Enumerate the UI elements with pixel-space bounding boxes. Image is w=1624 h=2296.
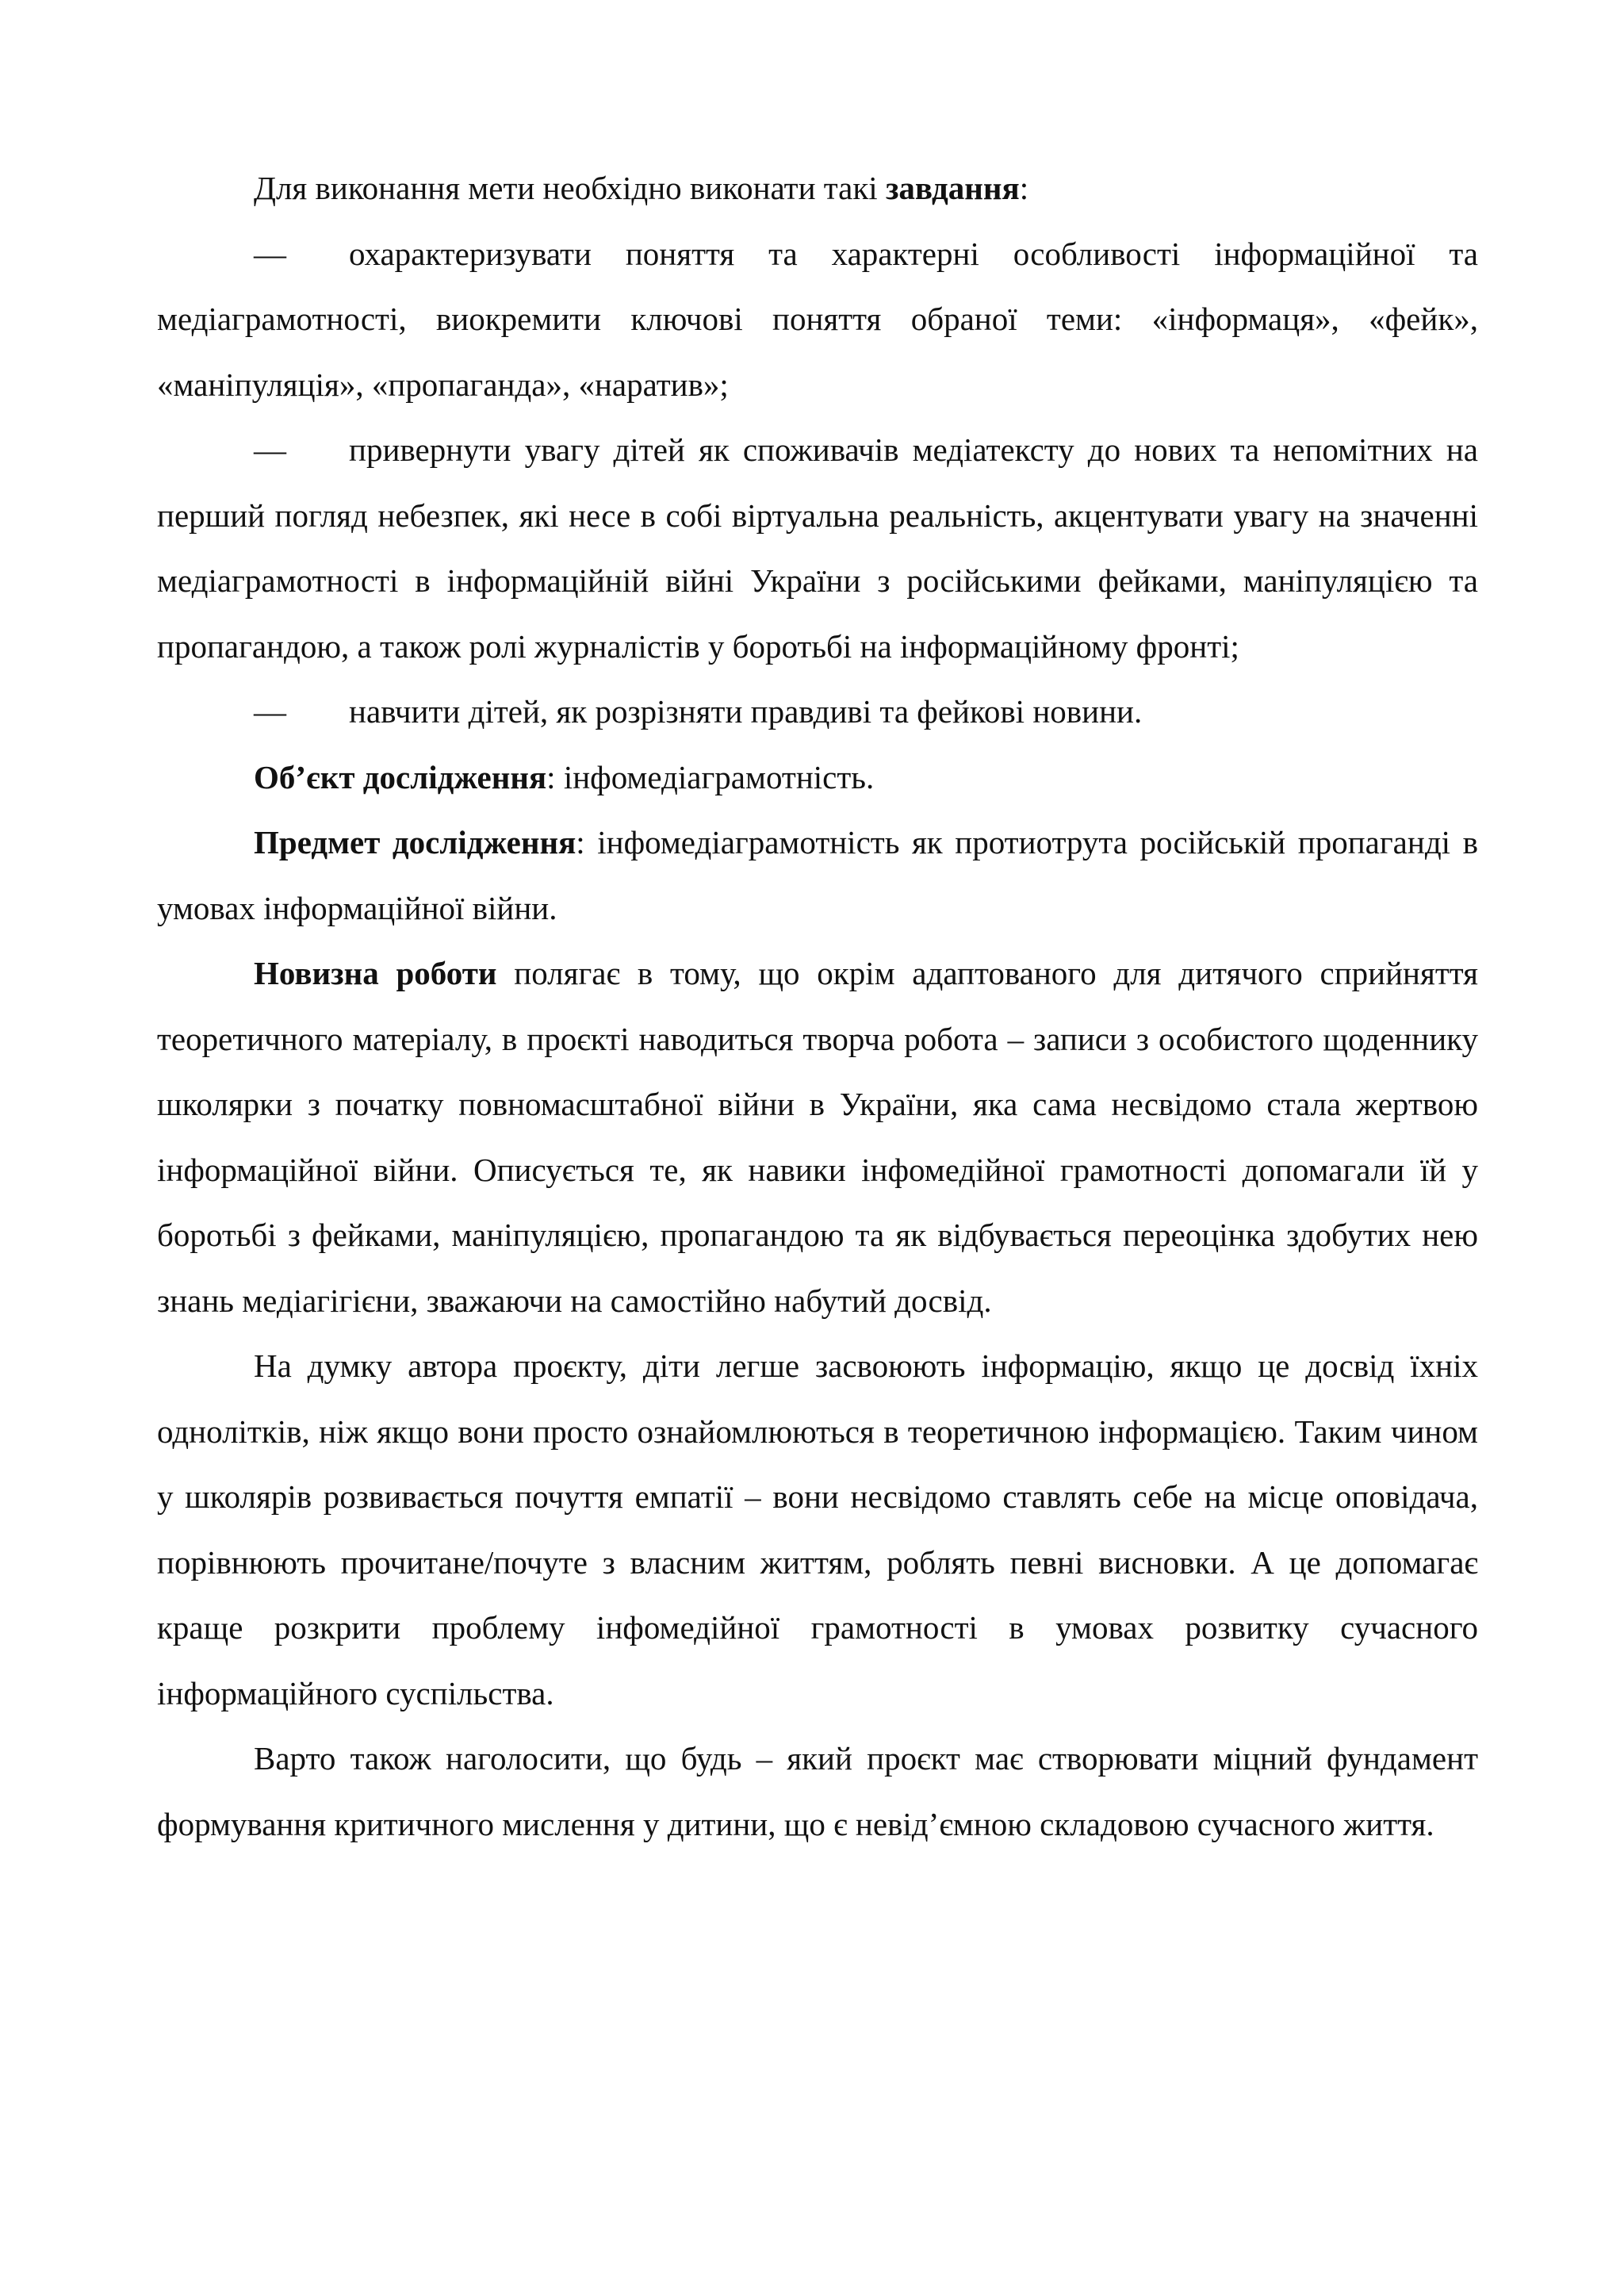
object-bold-term: Об’єкт дослідження xyxy=(254,758,547,795)
list-item-text: охарактеризувати поняття та характерні особливості інформаційної та медіаграмотності, виокремити ключові поняття обраної теми: «інформаця», «фейк», «маніпуляція», «пропаганда», «наратив»; xyxy=(157,235,1478,403)
list-item xyxy=(157,679,1478,745)
list-item xyxy=(157,221,1478,418)
paragraph-tasks-prefix: Для виконання мети необхідно виконати такі xyxy=(254,170,886,206)
dash-marker: — xyxy=(254,235,286,272)
list-item xyxy=(157,417,1478,679)
tasks-bold-term: завдання xyxy=(885,170,1020,206)
paragraph-novelty xyxy=(157,941,1478,1333)
object-text: : інфомедіаграмотність. xyxy=(546,758,875,795)
paragraph-tasks xyxy=(157,155,1478,221)
subject-text: : інфомедіаграмотність як протиотрута російській пропаганді в умовах інформаційної війни. xyxy=(157,824,1478,926)
dash-marker: — xyxy=(254,431,286,468)
paragraph-subject xyxy=(157,810,1478,941)
dash-marker: — xyxy=(254,693,286,730)
list-item-text: привернути увагу дітей як споживачів медіатексту до нових та непомітних на перший погляд небезпек, які несе в собі віртуальна реальність, акцентувати увагу на значенні медіаграмотності в інформаційній війні України з російськими фейками, маніпуляцією та пропагандою, а також ролі журналістів у боротьбі на інформаційному фронті; xyxy=(157,431,1478,665)
paragraph-author: На думку автора проєкту, діти легше засвоюють інформацію, якщо це досвід їхніх однолітків, ніж якщо вони просто ознайомлюються в теоретичною інформацією. Таким чином у школярів розвивається почуття емпатії – вони несвідомо ставлять себе на місце оповідача, порівнюють прочитане/почуте з власним життям, роблять певні висновки. А це допомагає краще розкрити проблему інфомедійної грамотності в умовах розвитку сучасного інформаційного суспільства. xyxy=(157,1347,1478,1711)
paragraph-final: Варто також наголосити, що будь – який проєкт має створювати міцний фундамент формування критичного мислення у дитини, що є невід’ємною складовою сучасного життя. xyxy=(157,1740,1478,1842)
novelty-bold-term: Новизна роботи xyxy=(254,955,497,991)
subject-bold-term: Предмет дослідження xyxy=(254,824,576,861)
document-body xyxy=(157,155,1478,1857)
list-item-text: навчити дітей, як розрізняти правдиві та фейкові новини. xyxy=(349,693,1143,730)
novelty-text: полягає в тому, що окрім адаптованого для дитячого сприйняття теоретичного матеріалу, в проєкті наводиться творча робота – записи з особистого щоденнику школярки з початку повномасштабної війни в України, яка сама несвідомо стала жертвою інформаційної війни. Описується те, як навики інфомедійної грамотності допомагали їй у боротьбі з фейками, маніпуляцією, пропагандою та як відбувається переоцінка здобутих нею знань медіагігієни, зважаючи на самостійно набутий досвід. xyxy=(157,955,1479,1319)
paragraph-object xyxy=(157,745,1478,811)
paragraph-tasks-suffix: : xyxy=(1019,170,1029,206)
